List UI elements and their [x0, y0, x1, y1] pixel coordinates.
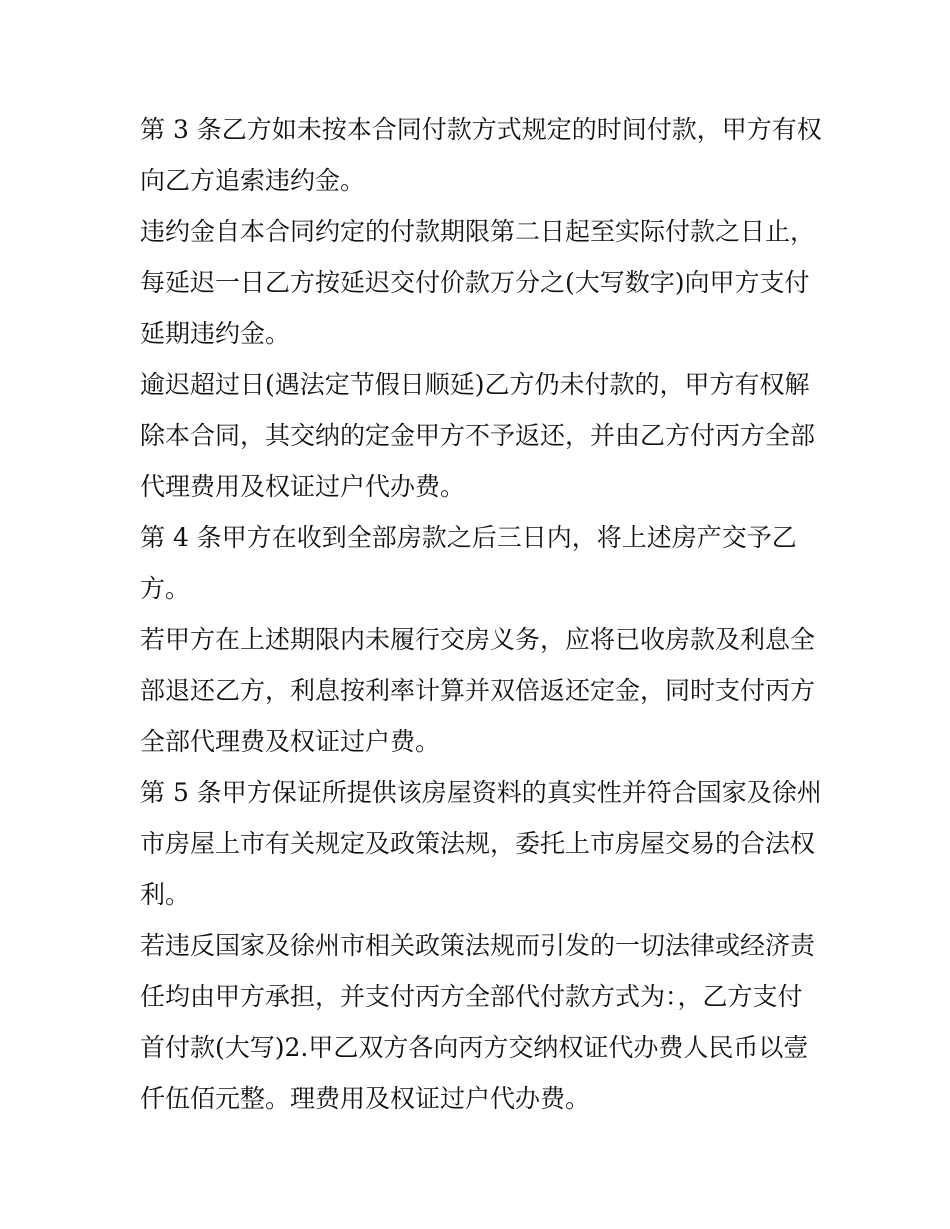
- text-line: 代理费用及权证过户代办费。: [140, 472, 466, 501]
- text-line: 第 4 条甲方在收到全部房款之后三日内，将上述房产交予乙: [140, 523, 797, 552]
- text-line: 全部代理费及权证过户费。: [140, 727, 441, 756]
- text-line: 向乙方追索违约金。: [140, 166, 366, 195]
- text-line: 逾迟超过日(遇法定节假日顺延)乙方仍未付款的，甲方有权解: [140, 370, 810, 399]
- text-line: 市房屋上市有关规定及政策法规，委托上市房屋交易的合法权: [140, 829, 816, 858]
- text-line: 每延迟一日乙方按延迟交付价款万分之(大写数字)向甲方支付: [140, 268, 810, 297]
- text-line: 方。: [140, 574, 191, 603]
- text-line: 部退还乙方，利息按利率计算并双倍返还定金，同时支付丙方: [140, 676, 816, 705]
- text-line: 利。: [140, 880, 191, 909]
- text-line: 违约金自本合同约定的付款期限第二日起至实际付款之日止，: [140, 217, 816, 246]
- text-line: 若违反国家及徐州市相关政策法规而引发的一切法律或经济责: [140, 931, 816, 960]
- text-line: 首付款(大写)2.甲乙双方各向丙方交纳权证代办费人民币以壹: [140, 1033, 809, 1062]
- text-line: 除本合同，其交纳的定金甲方不予返还，并由乙方付丙方全部: [140, 421, 816, 450]
- text-line: 仟伍佰元整。理费用及权证过户代办费。: [140, 1084, 591, 1113]
- text-line: 第 3 条乙方如未按本合同付款方式规定的时间付款，甲方有权: [140, 115, 822, 144]
- document-body: [140, 104, 820, 1124]
- text-line: 延期违约金。: [140, 319, 291, 348]
- text-line: 任均由甲方承担，并支付丙方全部代付款方式为：，乙方支付: [140, 982, 803, 1011]
- text-line: 若甲方在上述期限内未履行交房义务，应将已收房款及利息全: [140, 625, 816, 654]
- text-line: 第 5 条甲方保证所提供该房屋资料的真实性并符合国家及徐州: [140, 778, 822, 807]
